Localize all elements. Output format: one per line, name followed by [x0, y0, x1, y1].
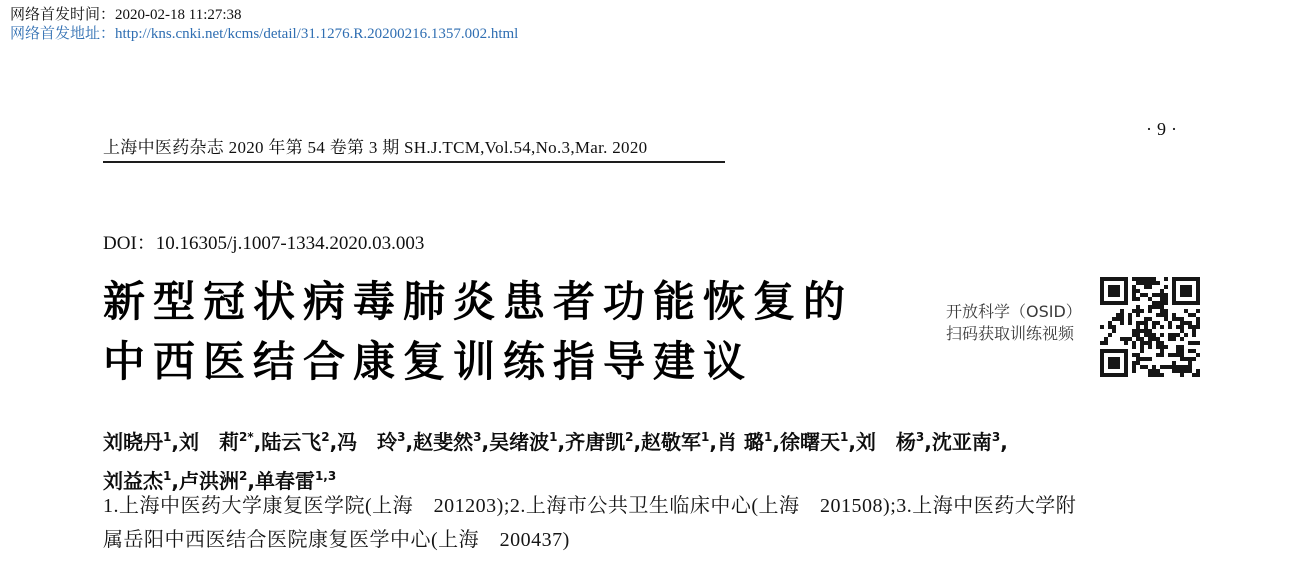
affiliation-line-1: 1.上海中医药大学康复医学院(上海 201203);2.上海市公共卫生临床中心(上海 201508);3.上海中医药大学附 — [103, 495, 1077, 517]
osid-qr-code — [1100, 277, 1200, 377]
osid-note-line-2: 扫码获取训练视频 — [946, 324, 1075, 343]
authors-line-1: 刘晓丹$^1$,刘 莉$^{2*}$,陆云飞$^2$,冯 玲$^3$,赵斐然$^3$,吴绪波$^1$,齐唐凯$^2$,赵敬军$^1$,肖 璐$^1$,徐曙天$^1$,刘 杨$^3$,沈亚南$^3$, — [103, 430, 1008, 454]
web-first-time-label: 网络首发时间： — [10, 7, 116, 23]
web-first-time-row — [10, 6, 518, 25]
author-name: 冯 玲$^3$ — [337, 430, 406, 454]
web-first-info — [10, 6, 518, 44]
author-name: 卢洪洲$^2$ — [178, 469, 248, 493]
author-name: 单春雷$^{1,3}$ — [254, 469, 337, 493]
osid-note-line-1: 开放科学（OSID） — [946, 302, 1082, 321]
author-affiliation-superscript: 2 — [238, 469, 248, 483]
web-first-address-row — [10, 25, 518, 44]
author-affiliation-superscript: 3 — [915, 430, 925, 444]
author-name: 齐唐凯$^2$ — [565, 430, 634, 454]
author-affiliation-superscript: 1 — [701, 430, 710, 444]
author-affiliation-superscript: 2 — [625, 430, 634, 444]
author-affiliation-superscript: 2 — [321, 430, 330, 444]
article-title — [103, 272, 853, 392]
author-affiliation-superscript: 1 — [763, 430, 773, 444]
journal-running-head: 上海中医药杂志 2020 年第 54 卷第 3 期 SH.J.TCM,Vol.54,No.3,Mar. 2020 — [103, 138, 648, 157]
author-name: 刘晓丹$^1$ — [103, 430, 172, 454]
author-affiliation-superscript: 1 — [163, 430, 172, 444]
affiliation-line-2: 属岳阳中西医结合医院康复医学中心(上海 200437) — [103, 529, 570, 551]
author-affiliation-superscript: 1 — [839, 430, 849, 444]
author-affiliation-superscript: 1,3 — [314, 469, 337, 483]
author-affiliation-superscript: 3 — [473, 430, 482, 444]
article-title-line-2: 中西医结合康复训练指导建议 — [103, 337, 754, 386]
author-affiliation-superscript: 2* — [238, 430, 254, 444]
author-affiliation-superscript: 3 — [991, 430, 1001, 444]
web-first-address-label: 网络首发地址： — [10, 26, 116, 42]
author-name: 吴绪波$^1$ — [489, 430, 558, 454]
osid-note — [946, 301, 1082, 345]
author-name: 赵斐然$^3$ — [413, 430, 482, 454]
header-rule — [103, 161, 725, 163]
author-affiliation-superscript: 3 — [397, 430, 406, 444]
page-number: ·9· — [1146, 119, 1182, 139]
author-affiliation-superscript: 1 — [163, 469, 172, 483]
author-name: 徐曙天$^1$ — [779, 430, 849, 454]
author-name: 赵敬军$^1$ — [641, 430, 710, 454]
qr-code-image — [1100, 277, 1200, 377]
author-affiliation-superscript: 1 — [549, 430, 558, 444]
author-list — [103, 420, 1008, 498]
web-first-time-value: 2020-02-18 11:27:38 — [115, 7, 242, 23]
author-name: 陆云飞$^2$ — [261, 430, 330, 454]
author-name: 刘益杰$^1$ — [103, 469, 172, 493]
doi-line: DOI：10.16305/j.1007-1334.2020.03.003 — [103, 233, 425, 254]
web-first-address-link[interactable]: http://kns.cnki.net/kcms/detail/31.1276.R.20200216.1357.002.html — [115, 26, 519, 42]
author-name: 肖 璐$^1$ — [717, 430, 773, 454]
authors-line-2: 刘益杰$^1$,卢洪洲$^2$,单春雷$^{1,3}$ — [103, 469, 337, 493]
article-title-line-1: 新型冠状病毒肺炎患者功能恢复的 — [103, 277, 854, 326]
author-name: 刘 莉$^{2*}$ — [178, 430, 254, 454]
affiliations — [103, 489, 1076, 557]
author-name: 沈亚南$^3$ — [931, 430, 1001, 454]
author-name: 刘 杨$^3$ — [855, 430, 925, 454]
